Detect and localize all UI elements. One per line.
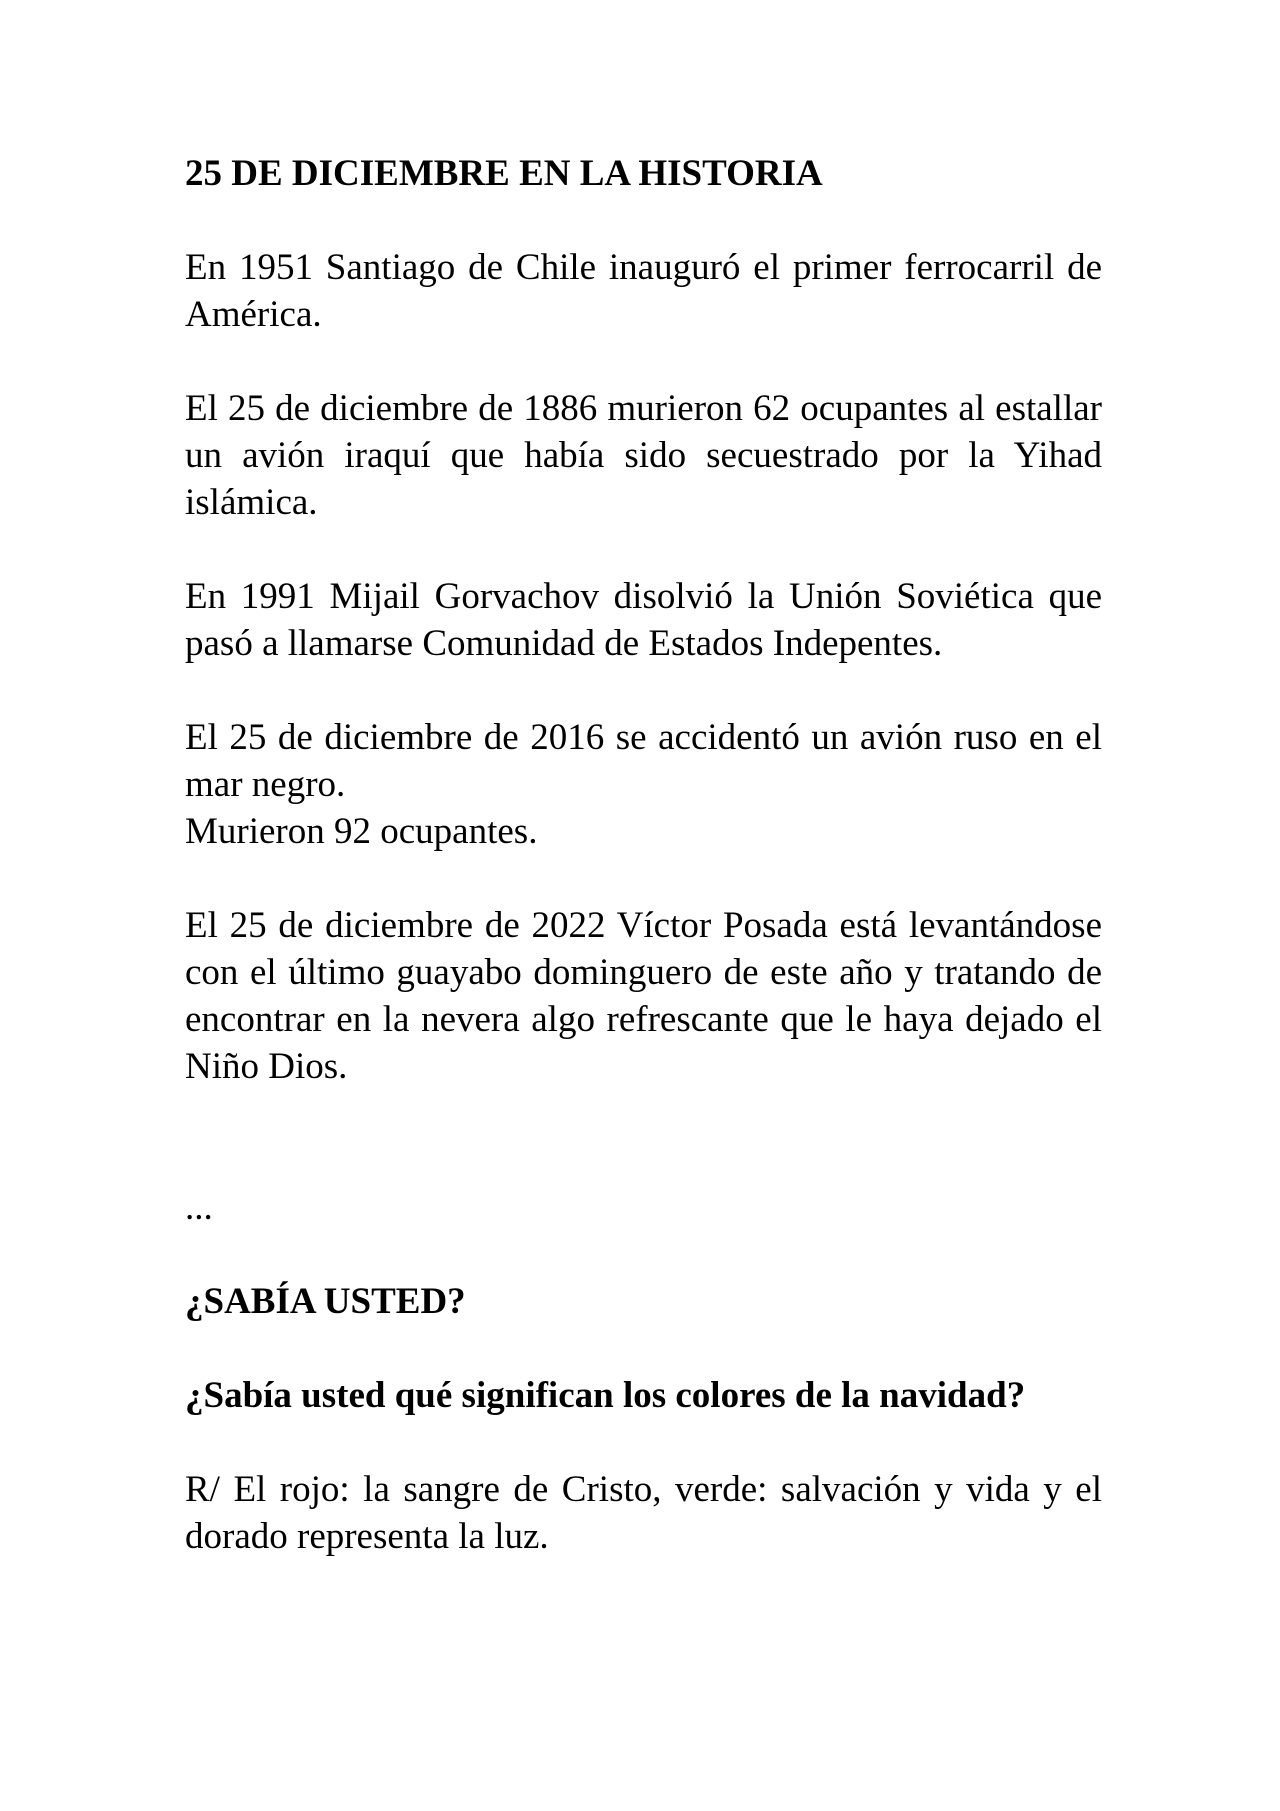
paragraph-1886: El 25 de diciembre de 1886 murieron 62 ocupantes al estallar un avión iraquí que había sido secuestrado por la Yihad islámica. bbox=[185, 388, 1102, 523]
paragraph-2016-deaths: Murieron 92 ocupantes. bbox=[185, 811, 538, 852]
paragraph-2022: El 25 de diciembre de 2022 Víctor Posada está levantándose con el último guayabo dominguero de este año y tratando de encontrar en la nevera algo refrescante que le haya dejado el Niño Dios. bbox=[185, 905, 1102, 1087]
spacer bbox=[185, 1090, 1102, 1184]
paragraph-1951: En 1951 Santiago de Chile inauguró el primer ferrocarril de América. bbox=[185, 247, 1102, 335]
ellipsis-separator: ... bbox=[185, 1187, 213, 1228]
spacer bbox=[185, 338, 1102, 385]
paragraph-1991: En 1991 Mijail Gorvachov disolvió la Unión Soviética que pasó a llamarse Comunidad de Estados Indepentes. bbox=[185, 576, 1102, 664]
question-colors: ¿Sabía usted qué significan los colores de la navidad? bbox=[185, 1375, 1026, 1416]
document-page bbox=[185, 150, 1102, 1560]
section-heading-did-you-know: ¿SABÍA USTED? bbox=[185, 1281, 466, 1322]
spacer bbox=[185, 1325, 1102, 1372]
spacer bbox=[185, 667, 1102, 714]
spacer bbox=[185, 855, 1102, 902]
spacer bbox=[185, 1231, 1102, 1278]
answer-colors: R/ El rojo: la sangre de Cristo, verde: salvación y vida y el dorado representa la luz. bbox=[185, 1469, 1102, 1557]
paragraph-2016: El 25 de diciembre de 2016 se accidentó un avión ruso en el mar negro. bbox=[185, 717, 1102, 805]
section-heading-history: 25 DE DICIEMBRE EN LA HISTORIA bbox=[185, 153, 823, 194]
spacer bbox=[185, 197, 1102, 244]
spacer bbox=[185, 526, 1102, 573]
spacer bbox=[185, 1419, 1102, 1466]
